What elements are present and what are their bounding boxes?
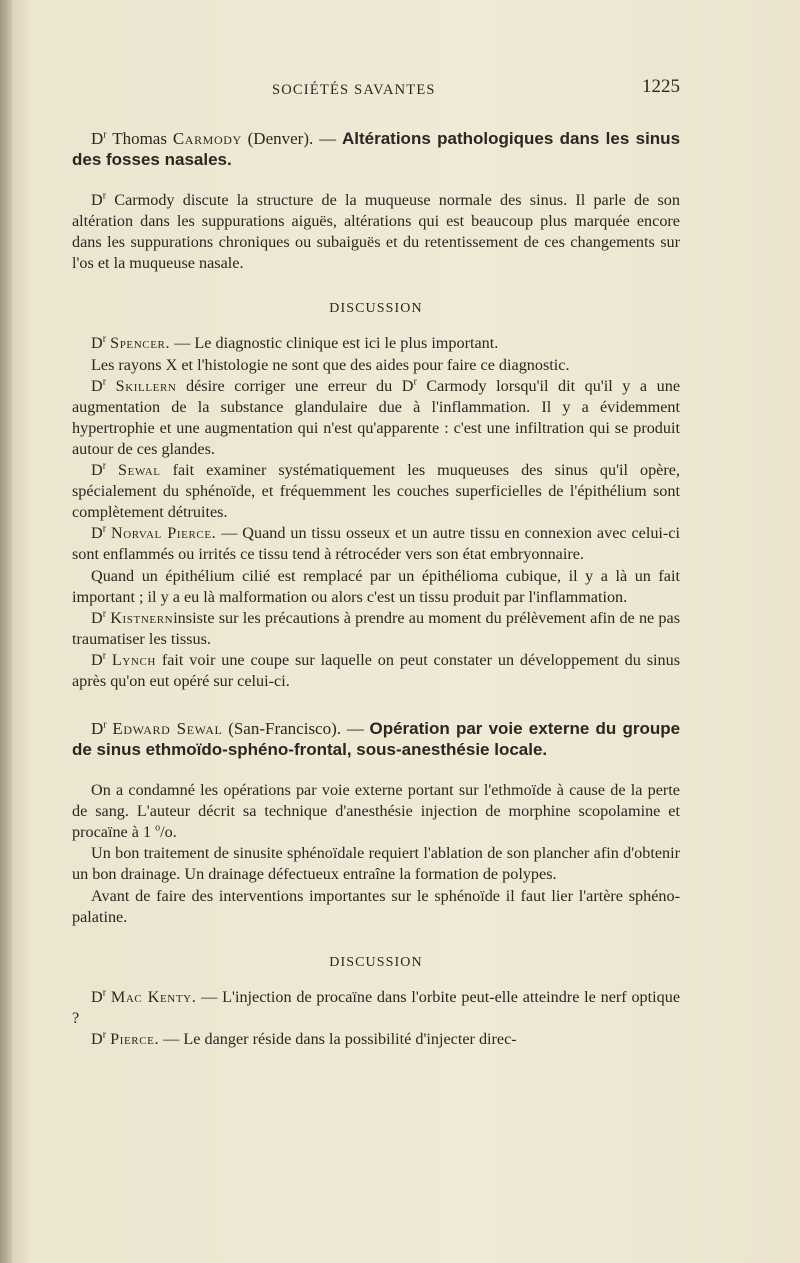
discussion-heading-2: DISCUSSION <box>329 954 423 970</box>
section2-title: $D^r$ Edward Sewal (San-Francisco). — Opération par voie externe du groupe de sinus ethmoïdo-sphéno-frontal, sous-anesthésie locale. <box>72 719 681 760</box>
page-gutter-shadow <box>0 0 12 1263</box>
section1-summary: $D^r$ Carmody discute la structure de la muqueuse normale des sinus. Il parle de son altération dans les suppurations aiguës, altérations qui est beaucoup plus marquée encore dans les suppurations chroniques ou subaiguës et du retentissement de ces changements sur l'os et la muqueuse nasale. <box>72 190 680 273</box>
section2-topic: Opération par voie externe du groupe de sinus ethmoïdo-sphéno-frontal, sous-anesthésie locale. <box>72 719 681 760</box>
discussion-paragraph: $D^r$ Kistnerninsiste sur les précautions à prendre au moment du prélèvement afin de ne pas traumatiser les tissus. <box>72 608 680 648</box>
section1-title: $D^r$ Thomas Carmody (Denver). — Altérations pathologiques dans les sinus des fosses nasales. <box>72 129 681 169</box>
page-content <box>72 74 680 1050</box>
section2-summary-paragraph: On a condamné les opérations par voie externe portant sur l'ethmoïde à cause de la perte de sang. L'auteur décrit sa technique d'anesthésie injection de morphine scopolamine et procaïne à 1 $^o$/o. <box>72 781 680 842</box>
discussion-paragraph: $D^r$ Skillern désire corriger une erreur du $D^r$ Carmody lorsqu'il dit qu'il y a une augmentation de la substance glandulaire due à l'inflammation. Il y a évidemment hypertrophie et une augmentation qui n'est qu'apparente : c'est une infiltration qui se produit autour de ces glandes. <box>72 376 681 458</box>
discussion-paragraph: $D^r$ Sewal fait examiner systématiquement les muqueuses des sinus qu'il opère, spécialement du sphénoïde, et fréquemment les couches superficielles de l'épithélium sont complètement détruites. <box>72 460 680 522</box>
discussion-heading-1: DISCUSSION <box>329 301 423 317</box>
section2-summary-paragraph: Un bon traitement de sinusite sphénoïdale requiert l'ablation de son plancher afin d'obtenir un bon drainage. Un drainage défectueux entraîne la formation de polypes. <box>72 844 680 884</box>
discussion-paragraph: $D^r$ Norval Pierce. — Quand un tissu osseux et un autre tissu en connexion avec celui-ci sont enflammés ou irrités ce tissu tend à rétrocéder vers son état embryonnaire. <box>72 523 680 564</box>
page-number: 1225 <box>642 76 680 97</box>
discussion-paragraph: $D^r$ Lynch fait voir une coupe sur laquelle on peut constater un développement du sinus après qu'on eut opéré sur celui-ci. <box>72 650 681 690</box>
scanned-page <box>12 0 788 1263</box>
discussion-paragraph: $D^r$ Spencer. — Le diagnostic clinique est ici le plus important. <box>91 334 499 353</box>
running-head-title: SOCIÉTÉS SAVANTES <box>272 82 436 98</box>
section2-summary-paragraph: Avant de faire des interventions importantes sur le sphénoïde il faut lier l'artère sphéno-palatine. <box>72 886 680 926</box>
discussion-paragraph: Quand un épithélium cilié est remplacé par un épithélioma cubique, il y a là un fait important ; il y a eu là malformation ou alors c'est un tissu produit par l'inflammation. <box>72 566 680 606</box>
discussion-paragraph: Les rayons X et l'histologie ne sont que des aides pour faire ce diagnostic. <box>91 355 570 374</box>
running-head <box>72 74 680 108</box>
discussion-paragraph: $D^r$ Pierce. — Le danger réside dans la possibilité d'injecter direc- <box>91 1029 517 1048</box>
discussion-paragraph: $D^r$ Mac Kenty. — L'injection de procaïne dans l'orbite peut-elle atteindre le nerf optique ? <box>72 987 681 1027</box>
section1-topic: Altérations pathologiques dans les sinus des fosses nasales. <box>72 129 681 169</box>
